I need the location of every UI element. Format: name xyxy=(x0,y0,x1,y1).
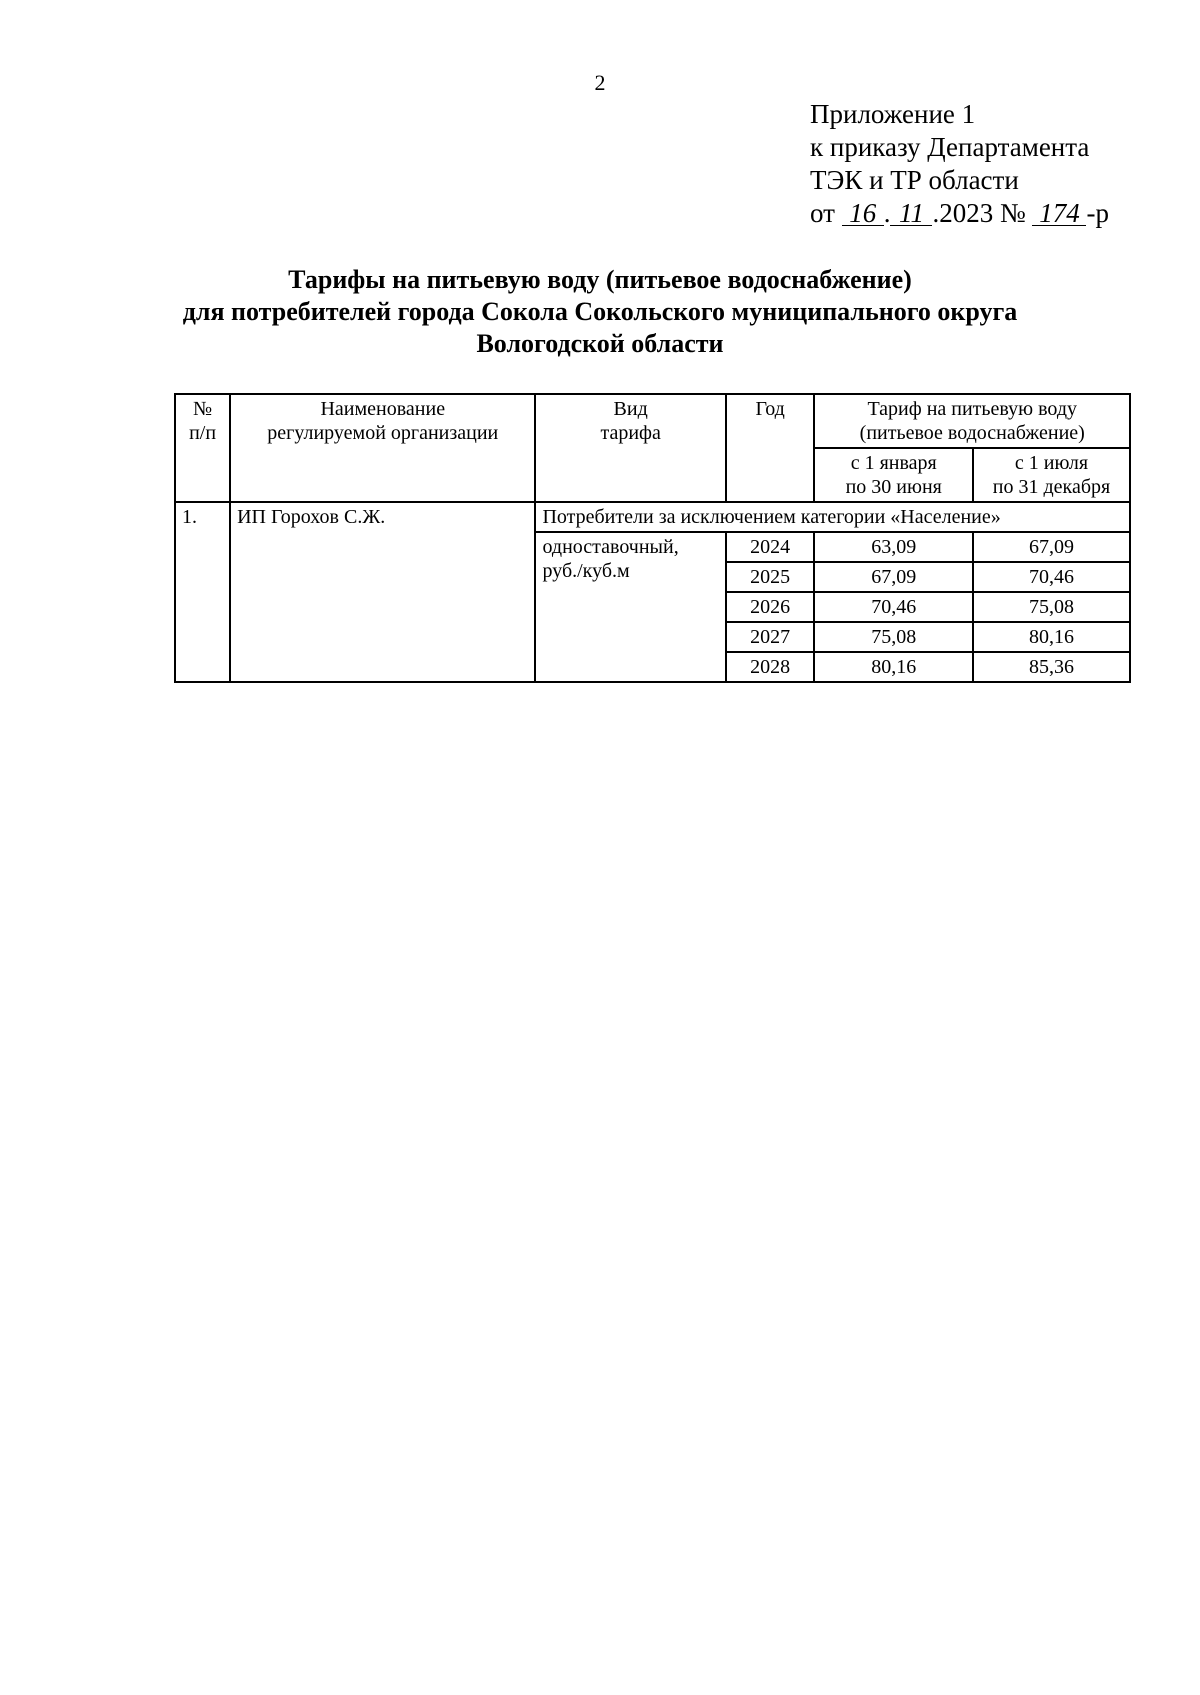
title-line-2: для потребителей города Сокола Сокольского муниципального округа xyxy=(182,297,1018,326)
header-organization: Наименование регулируемой организации xyxy=(230,394,535,502)
header-num: № п/п xyxy=(175,394,230,502)
header-tariff: Тариф на питьевую воду (питьевое водоснабжение) xyxy=(814,394,1130,448)
header-period-2: с 1 июля по 31 декабря xyxy=(973,448,1130,502)
appendix-department: ТЭК и ТР области xyxy=(810,165,1019,195)
table-row xyxy=(175,502,1130,532)
row-number: 1. xyxy=(175,502,230,682)
appendix-order-ref: к приказу Департамента xyxy=(810,132,1090,162)
year-cell: 2026 xyxy=(726,592,815,622)
tariff-table xyxy=(174,393,1131,683)
year-cell: 2027 xyxy=(726,622,815,652)
table-header-row-1 xyxy=(175,394,1130,448)
tariff-h2-cell: 67,09 xyxy=(973,532,1130,562)
date-year: .2023 № xyxy=(932,198,1026,228)
organization-name: ИП Горохов С.Ж. xyxy=(230,502,535,682)
page-number: 2 xyxy=(594,70,606,95)
year-cell: 2025 xyxy=(726,562,815,592)
tariff-h2-cell: 70,46 xyxy=(973,562,1130,592)
year-cell: 2024 xyxy=(726,532,815,562)
doc-suffix: -р xyxy=(1086,198,1109,228)
tariff-h1-cell: 63,09 xyxy=(814,532,973,562)
appendix-title: Приложение 1 xyxy=(810,99,976,129)
tariff-kind: одноставочный, руб./куб.м xyxy=(535,532,725,682)
handwritten-day: 16 xyxy=(842,201,884,226)
date-prefix: от xyxy=(810,198,835,228)
appendix-block xyxy=(810,98,1109,230)
tariff-h2-cell: 85,36 xyxy=(973,652,1130,682)
handwritten-doc-number: 174 xyxy=(1032,201,1086,226)
appendix-date-line xyxy=(810,197,1109,230)
header-period-1: с 1 января по 30 июня xyxy=(814,448,973,502)
tariff-h2-cell: 80,16 xyxy=(973,622,1130,652)
tariff-h1-cell: 70,46 xyxy=(814,592,973,622)
tariff-h1-cell: 80,16 xyxy=(814,652,973,682)
date-separator: . xyxy=(883,198,891,228)
document-title xyxy=(0,264,1200,360)
tariff-h1-cell: 67,09 xyxy=(814,562,973,592)
title-line-3: Вологодской области xyxy=(476,329,724,358)
title-line-1: Тарифы на питьевую воду (питьевое водоснабжение) xyxy=(288,265,912,294)
tariff-h2-cell: 75,08 xyxy=(973,592,1130,622)
consumer-category: Потребители за исключением категории «Население» xyxy=(535,502,1130,532)
tariff-h1-cell: 75,08 xyxy=(814,622,973,652)
header-year: Год xyxy=(726,394,815,502)
header-tariff-kind: Вид тарифа xyxy=(535,394,725,502)
year-cell: 2028 xyxy=(726,652,815,682)
handwritten-month: 11 xyxy=(890,201,932,226)
